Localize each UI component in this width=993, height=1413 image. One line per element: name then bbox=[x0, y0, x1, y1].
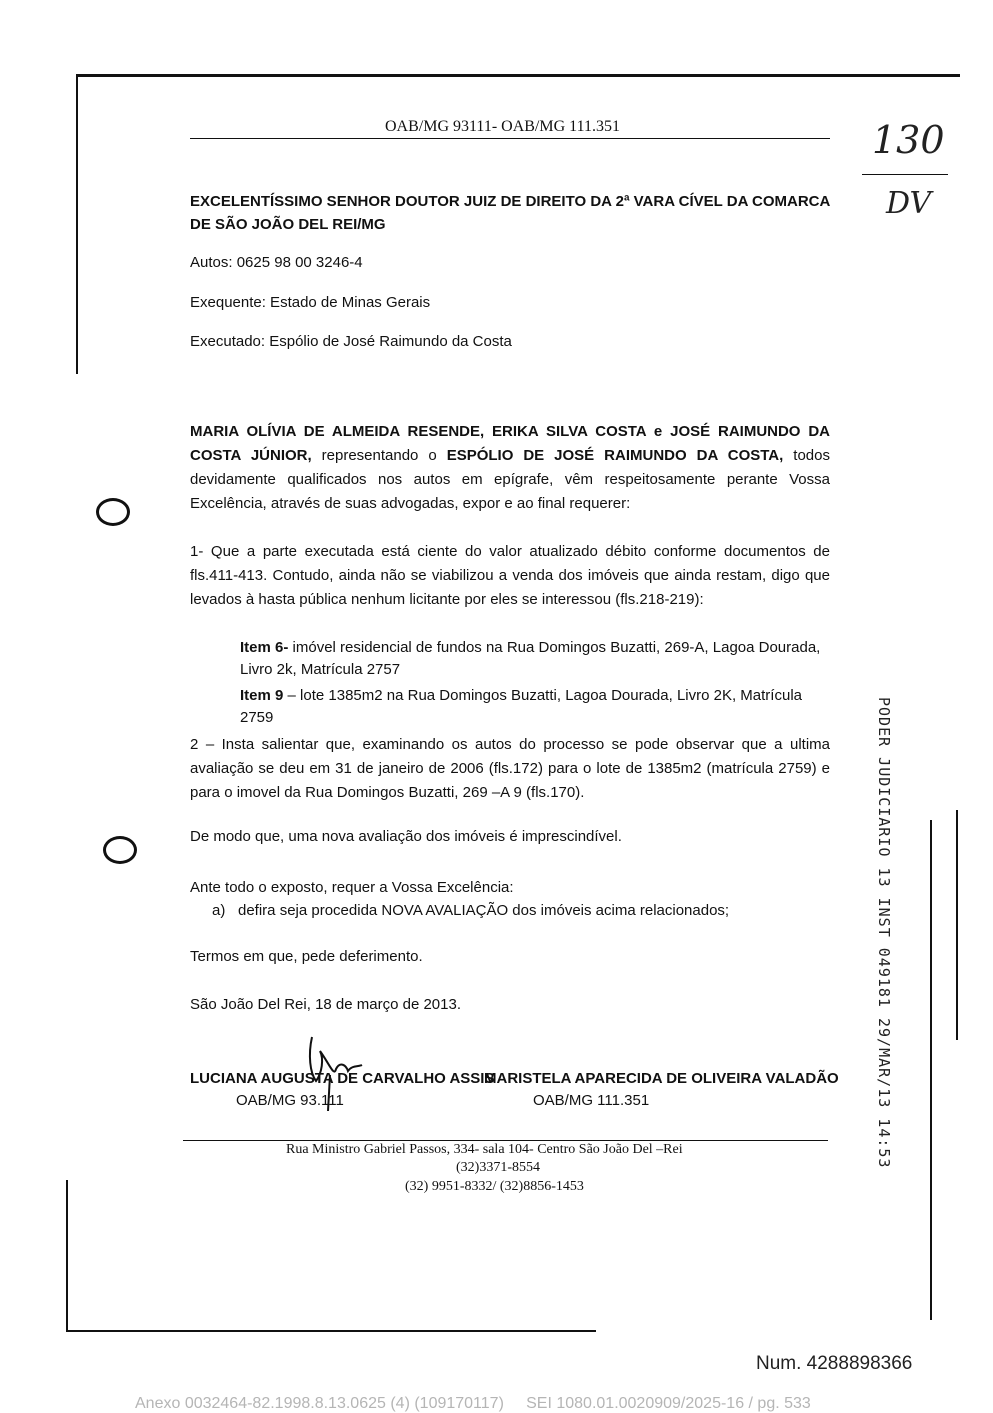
property-item-6-text: imóvel residencial de fundos na Rua Domingos Buzatti, 269-A, Lagoa Dourada, Livro 2k, Matrícula 2757 bbox=[240, 639, 821, 678]
case-autos: Autos: 0625 98 00 3246-4 bbox=[190, 254, 363, 271]
request-item-marker: a) bbox=[212, 902, 226, 919]
header-rule bbox=[190, 138, 830, 139]
footer-rule bbox=[183, 1140, 828, 1141]
request-intro: Ante todo o exposto, requer a Vossa Excelência: bbox=[190, 879, 514, 896]
property-item-9-text: – lote 1385m2 na Rua Domingos Buzatti, Lagoa Dourada, Livro 2K, Matrícula 2759 bbox=[240, 687, 802, 726]
punch-hole-top bbox=[96, 498, 130, 526]
handwritten-rule bbox=[862, 174, 948, 175]
request-item-text: defira seja procedida NOVA AVALIAÇÃO dos imóveis acima relacionados; bbox=[238, 902, 730, 919]
signature-2-name: MARISTELA APARECIDA DE OLIVEIRA VALADÃO bbox=[484, 1070, 839, 1087]
property-item-6-label: Item 6- bbox=[240, 639, 289, 656]
intro-paragraph bbox=[190, 420, 830, 516]
case-exequente: Exequente: Estado de Minas Gerais bbox=[190, 294, 431, 311]
intro-estate: ESPÓLIO DE JOSÉ RAIMUNDO DA COSTA, bbox=[446, 447, 784, 464]
watermark-footer: Anexo 0032464-82.1998.8.13.0625 (4) (109170117) SEI 1080.01.0020909/2025-16 / pg. 533 bbox=[135, 1395, 811, 1412]
right-border-line bbox=[930, 820, 932, 1320]
intro-names: MARIA OLÍVIA DE ALMEIDA RESENDE, ERIKA SILVA COSTA e JOSÉ RAIMUNDO DA COSTA JÚNIOR, bbox=[190, 423, 830, 464]
closing: Termos em que, pede deferimento. bbox=[190, 948, 423, 965]
left-border-line-lower bbox=[66, 1180, 68, 1330]
intro-rest: todos devidamente qualificados nos autos em epígrafe, vêm respeitosamente perante Vossa Excelência, através de suas advogadas, expor e ao final requerer: bbox=[190, 447, 830, 512]
footer-phone-1: (32)3371-8554 bbox=[456, 1160, 540, 1175]
property-item-9 bbox=[240, 685, 830, 729]
top-border-line bbox=[78, 74, 960, 77]
oab-header: OAB/MG 93111- OAB/MG 111.351 bbox=[385, 118, 620, 135]
handwritten-page-number: 130 bbox=[872, 118, 945, 162]
left-border-line bbox=[76, 74, 78, 374]
addressee: EXCELENTÍSSIMO SENHOR DOUTOR JUIZ DE DIREITO DA 2ª VARA CÍVEL DA COMARCA DE SÃO JOÃO DEL REI/MG bbox=[190, 193, 830, 233]
footer-phone-2: (32) 9951-8332/ (32)8856-1453 bbox=[405, 1179, 584, 1194]
property-item-9-label: Item 9 bbox=[240, 687, 284, 704]
case-executado: Executado: Espólio de José Raimundo da Costa bbox=[190, 333, 512, 350]
item1-paragraph: 1- Que a parte executada está ciente do valor atualizado débito conforme documentos de fls.411-413. Contudo, ainda não se viabilizou a venda dos imóveis que ainda restam, digo que levados à hasta pública nenhum licitante por eles se interessou (fls.218-219): bbox=[190, 543, 830, 608]
signature-1-oab: OAB/MG 93.111 bbox=[236, 1092, 344, 1109]
footer-address: Rua Ministro Gabriel Passos, 334- sala 104- Centro São João Del –Rei bbox=[286, 1142, 683, 1157]
bottom-border-line bbox=[66, 1330, 596, 1332]
document-number: Num. 4288898366 bbox=[756, 1353, 913, 1374]
item2-paragraph: 2 – Insta salientar que, examinando os autos do processo se pode observar que a ultima avaliação se deu em 31 de janeiro de 2006 (fls.172) para o lote de 1385m2 (matrícula 2759) e para o imovel da Rua Domingos Buzatti, 269 –A 9 (fls.170). bbox=[190, 736, 830, 801]
property-item-6 bbox=[240, 637, 830, 681]
signature-2-oab: OAB/MG 111.351 bbox=[533, 1092, 650, 1109]
punch-hole-bottom bbox=[103, 836, 137, 864]
handwritten-initials: DV bbox=[886, 186, 932, 221]
court-receipt-stamp: PODER JUDICIARIO 13 INST 049181 29/MAR/13 14:53 bbox=[875, 697, 893, 1169]
right-border-line-2 bbox=[956, 810, 958, 1040]
intro-mid: representando o bbox=[311, 447, 447, 464]
signature-1-name: LUCIANA AUGUSTA DE CARVALHO ASSIS bbox=[190, 1070, 495, 1087]
conclusion: De modo que, uma nova avaliação dos imóveis é imprescindível. bbox=[190, 828, 622, 845]
place-date: São João Del Rei, 18 de março de 2013. bbox=[190, 996, 462, 1013]
